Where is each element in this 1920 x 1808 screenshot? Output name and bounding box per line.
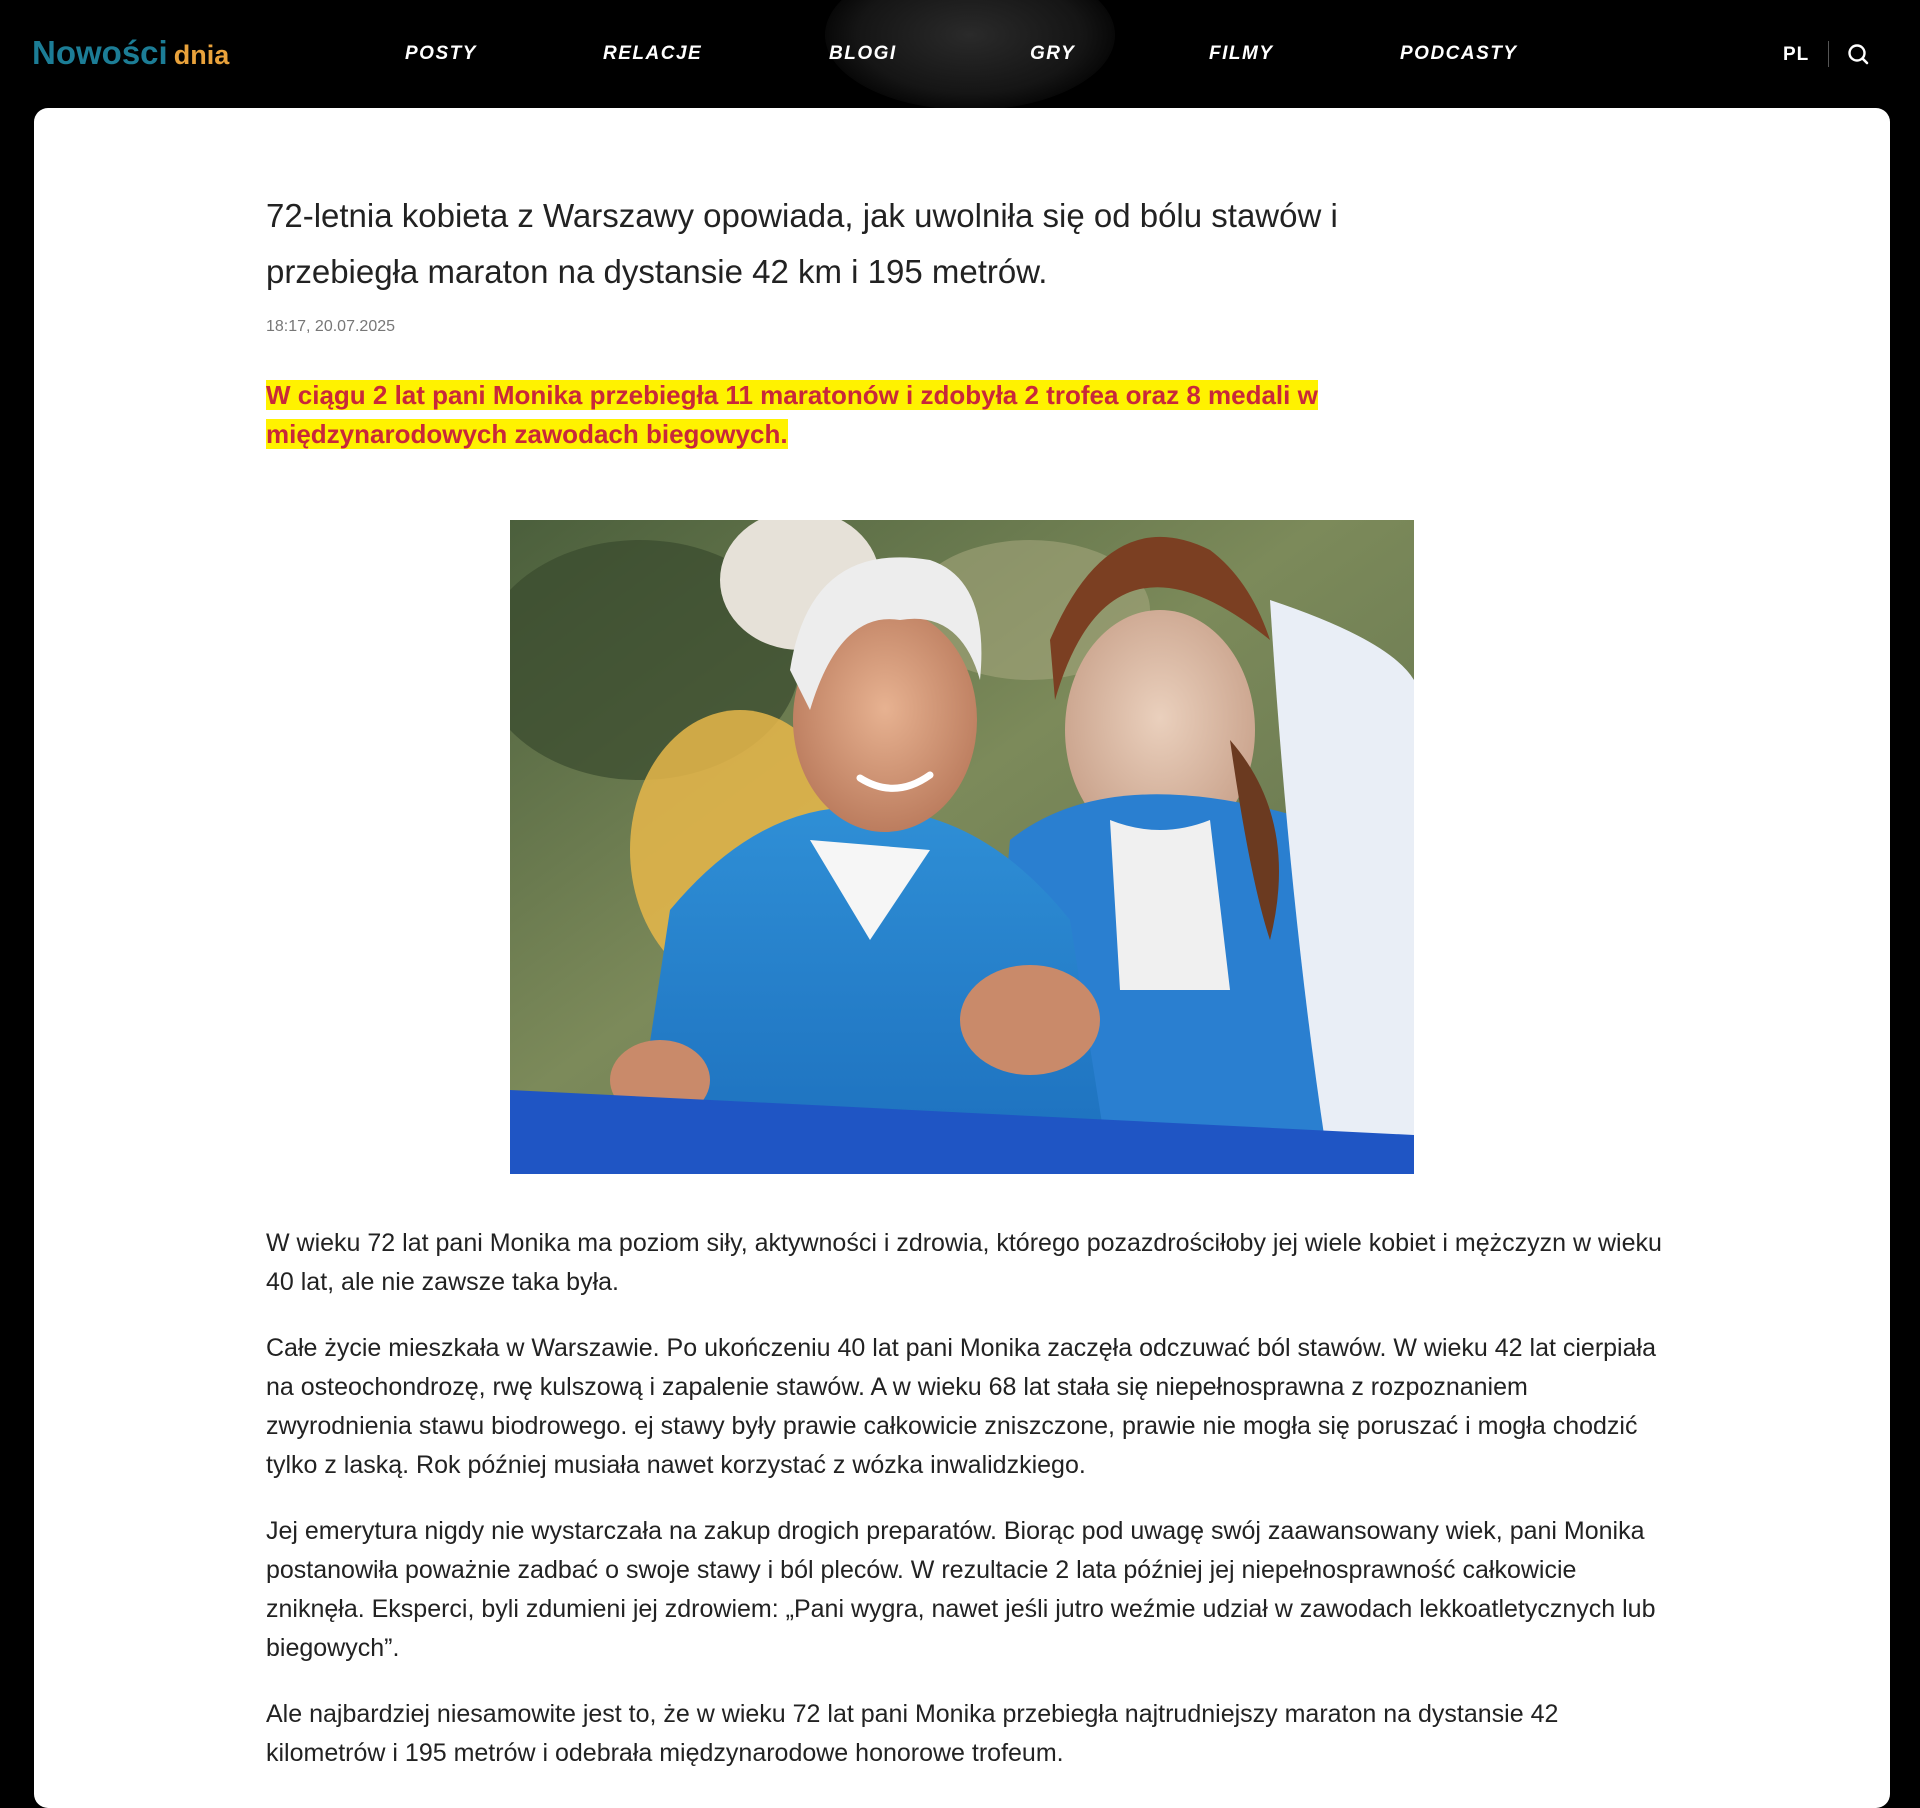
article-photo [510, 520, 1414, 1174]
top-navigation-bar [0, 0, 1920, 108]
article-body [266, 1224, 1666, 1800]
article-paragraph: Jej emerytura nigdy nie wystarczała na zakup drogich preparatów. Biorąc pod uwagę swój zaawansowany wiek, pani Monika postanowiła poważnie zadbać o swoje stawy i ból pleców. W rezultacie 2 lata później jej niepełnosprawność całkowicie zniknęła. Eksperci, byli zdumieni jej zdrowiem: „Pani wygra, nawet jeśli jutro weźmie udział w zawodach lekkoatletycznych lub biegowych”. [266, 1517, 1656, 1662]
search-button[interactable] [1846, 42, 1872, 68]
article-lead-text: W ciągu 2 lat pani Monika przebiegła 11 maratonów i zdobyła 2 trofea oraz 8 medali w międzynarodowych zawodach biegowych. [266, 380, 1318, 449]
header-divider [1828, 41, 1829, 67]
article-headline: 72-letnia kobieta z Warszawy opowiada, jak uwolniła się od bólu stawów i przebiegła maraton na dystansie 42 km i 195 metrów. [266, 197, 1338, 290]
nav-item-relacje[interactable]: RELACJE [603, 43, 703, 64]
site-logo[interactable] [32, 34, 229, 72]
article-paragraph: W wieku 72 lat pani Monika ma poziom siły, aktywności i zdrowia, którego pozazdrościłoby jej wiele kobiet i mężczyzn w wieku 40 lat, ale nie zawsze taka była. [266, 1229, 1662, 1296]
logo-main-text: Nowości [32, 34, 168, 71]
nav-item-blogi[interactable]: BLOGI [829, 43, 897, 64]
article-timestamp: 18:17, 20.07.2025 [266, 318, 396, 335]
runner-photo-illustration [510, 520, 1414, 1174]
language-selector[interactable]: PL [1783, 44, 1810, 65]
nav-item-gry[interactable]: GRY [1030, 43, 1076, 64]
search-icon [1846, 42, 1872, 68]
nav-item-podcasty[interactable]: PODCASTY [1400, 43, 1518, 64]
logo-sub-text: dnia [173, 40, 230, 70]
article-header [266, 188, 1666, 454]
nav-item-posty[interactable]: POSTY [405, 43, 477, 64]
nav-item-filmy[interactable]: FILMY [1209, 43, 1274, 64]
article-paragraph: Całe życie mieszkała w Warszawie. Po ukończeniu 40 lat pani Monika zaczęła odczuwać ból stawów. W wieku 42 lat cierpiała na osteochondrozę, rwę kulszową i zapalenie stawów. A w wieku 68 lat stała się niepełnosprawna z rozpoznaniem zwyrodnienia stawu biodrowego. ej stawy były prawie całkowicie zniszczone, prawie nie mogła się poruszać i mogła chodzić tylko z laską. Rok później musiała nawet korzystać z wózka inwalidzkiego. [266, 1334, 1656, 1479]
article-lead [266, 376, 1416, 454]
article-paragraph: Ale najbardziej niesamowite jest to, że w wieku 72 lat pani Monika przebiegła najtrudniejszy maraton na dystansie 42 kilometrów i 195 metrów i odebrała międzynarodowe honorowe trofeum. [266, 1700, 1559, 1767]
